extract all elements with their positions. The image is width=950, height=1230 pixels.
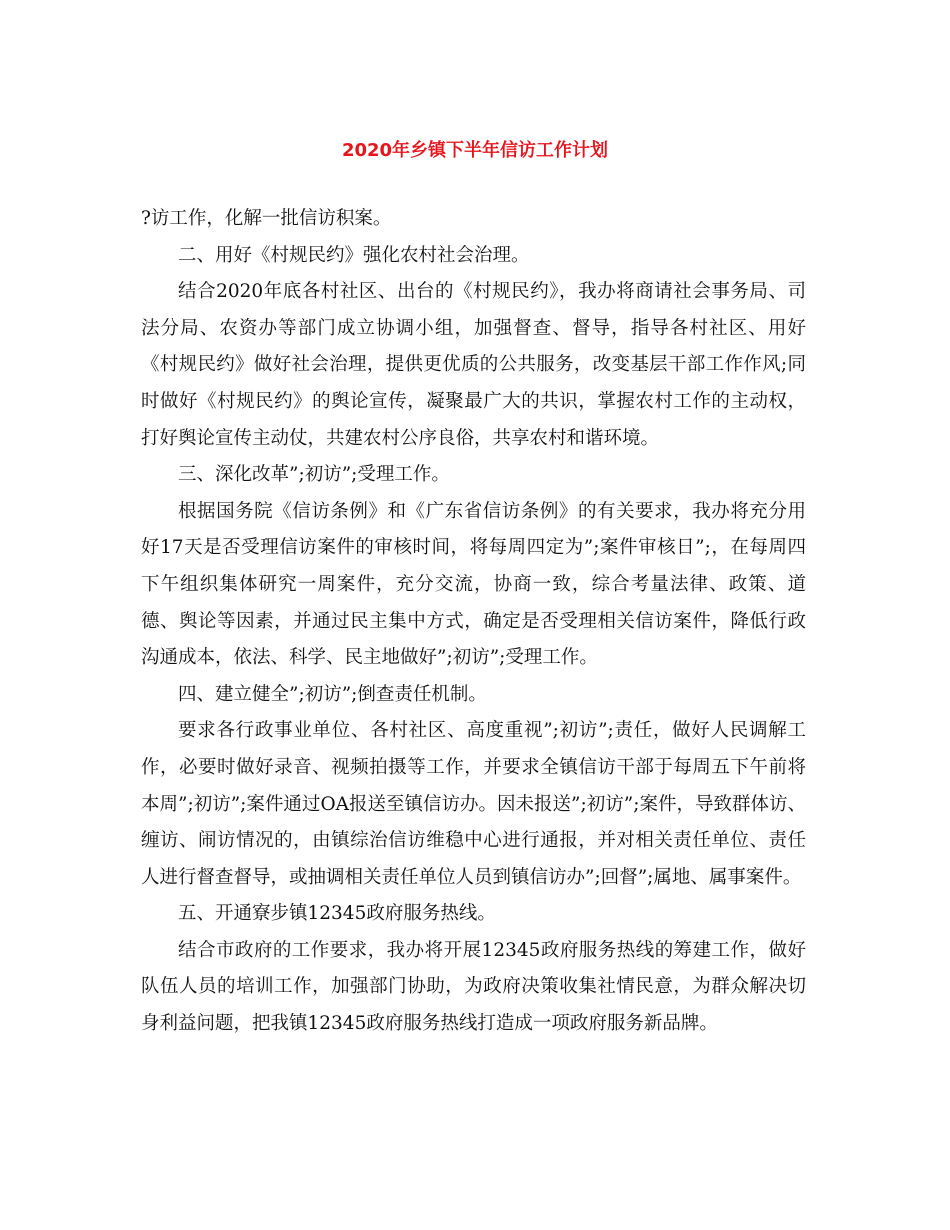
paragraph-5: 根据国务院《信访条例》和《广东省信访条例》的有关要求，我办将充分用好17天是否受理信访案件的审核时间，将每周四定为”;案件审核日”;，在每周四下午组织集体研究一周案件，充分交流，协商一致，综合考量法律、政策、道德、舆论等因素，并通过民主集中方式，确定是否受理相关信访案件，降低行政沟通成本，依法、科学、民主地做好”;初访”;受理工作。	[141, 500, 806, 669]
paragraph-2: 二、用好《村规民约》强化农村社会治理。	[178, 244, 530, 266]
document-body	[141, 201, 806, 1043]
document-title: 2020年乡镇下半年信访工作计划	[341, 140, 609, 161]
paragraph-1: ?访工作，化解一批信访积案。	[141, 208, 392, 229]
paragraph-9: 结合市政府的工作要求，我办将开展12345政府服务热线的筹建工作，做好队伍人员的培训工作，加强部门协助，为政府决策收集社情民意，为群众解决切身利益问题，把我镇12345政府服务热线打造成一项政府服务新品牌。	[141, 939, 806, 1035]
paragraph-6: 四、建立健全”;初访”;倒查责任机制。	[178, 683, 487, 705]
paragraph-4: 三、深化改革”;初访”;受理工作。	[178, 464, 450, 486]
paragraph-3: 结合2020年底各村社区、出台的《村规民约》，我办将商请社会事务局、司法分局、农资办等部门成立协调小组，加强督查、督导，指导各村社区、用好《村规民约》做好社会治理，提供更优质的公共服务，改变基层干部工作作风;同时做好《村规民约》的舆论宣传，凝聚最广大的共识，掌握农村工作的主动权，打好舆论宣传主动仗，共建农村公序良俗，共享农村和谐环境。	[141, 281, 806, 449]
paragraph-7: 要求各行政事业单位、各村社区、高度重视”;初访”;责任，做好人民调解工作，必要时做好录音、视频拍摄等工作，并要求全镇信访干部于每周五下午前将本周”;初访”;案件通过OA报送至镇信访办。因未报送”;初访”;案件，导致群体访、缠访、闹访情况的，由镇综治信访维稳中心进行通报，并对相关责任单位、责任人进行督查督导，或抽调相关责任单位人员到镇信访办”;回督”;属地、属事案件。	[141, 720, 806, 888]
paragraph-8: 五、开通寮步镇12345政府服务热线。	[178, 903, 496, 925]
